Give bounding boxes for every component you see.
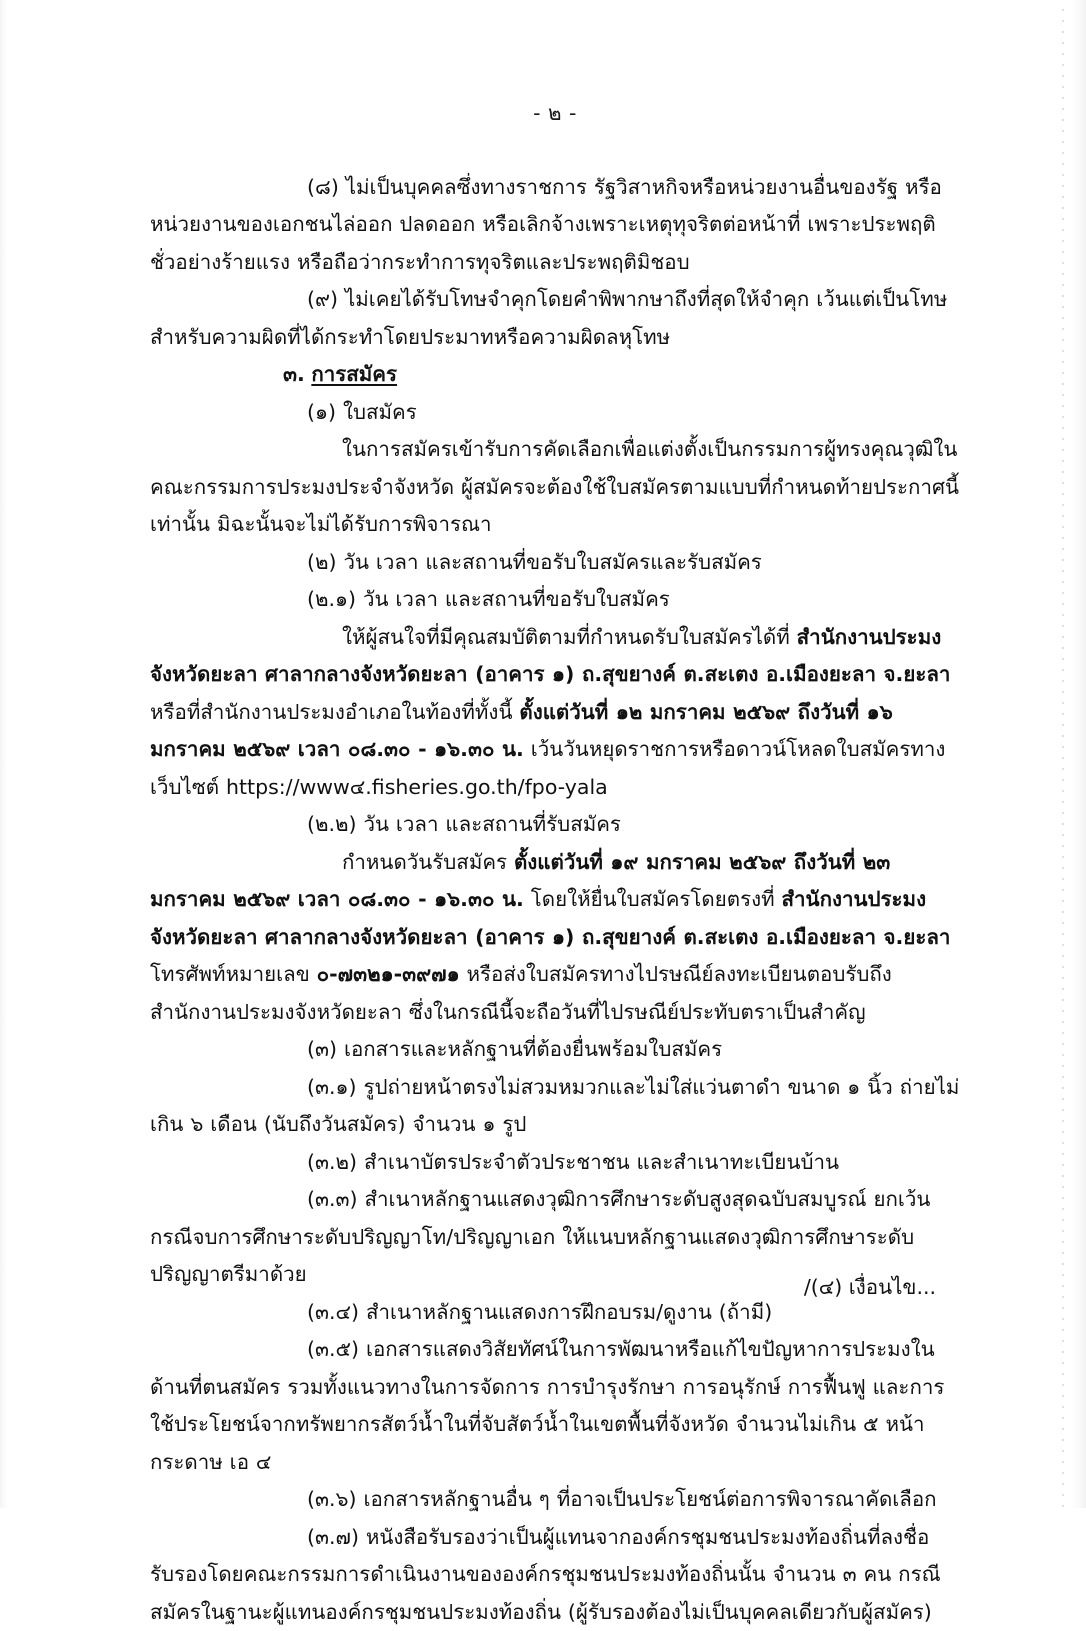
item-3-4-marker: (๓.๔) — [307, 1299, 360, 1324]
section-3-item-2-1-heading — [150, 581, 960, 619]
item-2-2-tail: หรือส่งใบสมัครทางไปรษณีย์ลงทะเบียนตอบรับถึงสำนักงานประมงจังหวัดยะลา ซึ่งในกรณีนี้จะถือวันที่ไปรษณีย์ประทับตราเป็นสำคัญ — [150, 962, 892, 1024]
item-3-5-marker: (๓.๕) — [307, 1337, 360, 1362]
item-3-2-text: สำเนาบัตรประจำตัวประชาชน และสำเนาทะเบียนบ้าน — [363, 1149, 839, 1174]
scan-edge-right — [1072, 0, 1086, 1508]
item-2-1-title: วัน เวลา และสถานที่ขอรับใบสมัคร — [362, 587, 670, 612]
section-3-item-2-2-body — [150, 844, 960, 1032]
clause-8-marker: (๘) — [307, 174, 339, 199]
scan-edge-left — [0, 0, 7, 1508]
section-3-title: การสมัคร — [311, 362, 398, 387]
item-2-2-title: วัน เวลา และสถานที่รับสมัคร — [363, 812, 621, 837]
list-item — [150, 1481, 960, 1519]
section-3-item-2-2-heading — [150, 806, 960, 844]
clause-8 — [150, 169, 960, 282]
item-3-2-marker: (๓.๒) — [307, 1149, 358, 1174]
item-3-3-marker: (๓.๓) — [307, 1187, 358, 1212]
item-2-title: วัน เวลา และสถานที่ขอรับใบสมัครและรับสมัคร — [343, 549, 762, 574]
section-3-item-3-heading — [150, 1031, 960, 1069]
item-2-2-phone-label: โทรศัพท์หมายเลข — [150, 962, 310, 987]
item-2-2-dates: ตั้งแต่วันที่ ๑๙ มกราคม ๒๕๖๙ ถึงวันที่ ๒๓ มกราคม ๒๕๖๙ เวลา ๐๘.๓๐ - ๑๖.๓๐ น. — [150, 849, 891, 912]
item-3-7-text: หนังสือรับรองว่าเป็นผู้แทนจากองค์กรชุมชนประมงท้องถิ่นที่ลงชื่อรับรองโดยคณะกรรมการดำเนินงานขององค์กรชุมชนประมงท้องถิ่นนั้น จำนวน ๓ คน กรณีสมัครในฐานะผู้แทนองค์กรชุมชนประมงท้องถิ่น (ผู้รับรองต้องไม่เป็นบุคคลเดียวกับผู้สมัคร) — [150, 1524, 941, 1624]
item-2-2-marker: (๒.๒) — [307, 812, 357, 837]
item-2-2-lead: กำหนดวันรับสมัคร — [342, 849, 508, 874]
item-2-1-lead: ให้ผู้สนใจที่มีคุณสมบัติตามที่กำหนดรับใบสมัครได้ที่ — [342, 624, 790, 649]
item-3-5-text: เอกสารแสดงวิสัยทัศน์ในการพัฒนาหรือแก้ไขปัญหาการประมงในด้านที่ตนสมัคร รวมทั้งแนวทางในการจัดการ การบำรุงรักษา การอนุรักษ์ การฟื้นฟู และการใช้ประโยชน์จากทรัพยากรสัตว์น้ำในที่จับสัตว์น้ำในเขตพื้นที่จังหวัด จำนวนไม่เกิน ๕ หน้ากระดาษ เอ ๔ — [150, 1337, 945, 1474]
item-2-1-dates: ตั้งแต่วันที่ ๑๒ มกราคม ๒๕๖๙ ถึงวันที่ ๑๖ มกราคม ๒๕๖๙ เวลา ๐๘.๓๐ - ๑๖.๓๐ น. — [150, 699, 893, 762]
document-content — [150, 100, 960, 1631]
section-3-item-2-1-body — [150, 619, 960, 807]
office-phone-number: ๐-๗๓๒๑-๓๙๗๑ — [316, 962, 460, 987]
application-form-url[interactable]: https://www๔.fisheries.go.th/fpo-yala — [226, 774, 608, 799]
item-3-marker: (๓) — [307, 1037, 338, 1062]
clause-9-text: ไม่เคยได้รับโทษจำคุกโดยคำพิพากษาถึงที่สุดให้จำคุก เว้นแต่เป็นโทษสำหรับความผิดที่ได้กระทำโดยประมาทหรือความผิดลหุโทษ — [150, 287, 948, 349]
item-2-1-mid: หรือที่สำนักงานประมงอำเภอในท้องที่ทั้งนี้ — [150, 699, 513, 724]
clause-8-text: ไม่เป็นบุคคลซึ่งทางราชการ รัฐวิสาหกิจหรือหน่วยงานอื่นของรัฐ หรือหน่วยงานของเอกชนไล่ออก ปลดออก หรือเลิกจ้างเพราะเหตุทุจริตต่อหน้าที่ เพราะประพฤติชั่วอย่างร้ายแรง หรือถือว่ากระทำการทุจริตและประพฤติมิชอบ — [150, 174, 942, 274]
section-3-heading — [150, 356, 960, 394]
item-2-1-tail: เว้นวันหยุดราชการหรือดาวน์โหลดใบสมัครทางเว็บไซต์ — [150, 737, 946, 799]
section-3-item-1-paragraph: ในการสมัครเข้ารับการคัดเลือกเพื่อแต่งตั้งเป็นกรรมการผู้ทรงคุณวุฒิในคณะกรรมการประมงประจำจังหวัด ผู้สมัครจะต้องใช้ใบสมัครตามแบบที่กำหนดท้ายประกาศนี้เท่านั้น มิฉะนั้นจะไม่ได้รับการพิจารณา — [150, 437, 959, 537]
page-number: - ๒ - — [533, 101, 577, 125]
item-3-6-marker: (๓.๖) — [307, 1487, 357, 1512]
item-3-4-text: สำเนาหลักฐานแสดงการฝึกอบรม/ดูงาน (ถ้ามี) — [365, 1299, 773, 1324]
item-3-6-text: เอกสารหลักฐานอื่น ๆ ที่อาจเป็นประโยชน์ต่อการพิจารณาคัดเลือก — [363, 1487, 937, 1512]
item-2-2-mid: โดยให้ยื่นใบสมัครโดยตรงที่ — [530, 887, 775, 912]
continuation-note: /(๔) เงื่อนไข... — [803, 1275, 936, 1299]
item-1-title: ใบสมัคร — [342, 399, 417, 424]
item-2-marker: (๒) — [307, 549, 337, 574]
item-2-1-office: สำนักงานประมงจังหวัดยะลา ศาลากลางจังหวัดยะลา (อาคาร ๑) ถ.สุขยางค์ ต.สะเตง อ.เมืองยะลา จ.ยะลา — [150, 624, 951, 687]
item-1-marker: (๑) — [307, 399, 337, 424]
section-3-item-1-heading — [150, 394, 960, 432]
item-2-1-marker: (๒.๑) — [307, 587, 357, 612]
section-3-number: ๓. — [283, 362, 305, 387]
item-2-2-office: สำนักงานประมงจังหวัดยะลา ศาลากลางจังหวัดยะลา (อาคาร ๑) ถ.สุขยางค์ ต.สะเตง อ.เมืองยะลา จ.ยะลา — [150, 887, 951, 949]
item-3-1-text: รูปถ่ายหน้าตรงไม่สวมหมวกและไม่ใส่แว่นตาดำ ขนาด ๑ นิ้ว ถ่ายไม่เกิน ๖ เดือน (นับถึงวันสมัคร) จำนวน ๑ รูป — [150, 1074, 960, 1137]
clause-9-marker: (๙) — [307, 287, 339, 312]
item-3-7-marker: (๓.๗) — [307, 1524, 359, 1549]
item-3-title: เอกสารและหลักฐานที่ต้องยื่นพร้อมใบสมัคร — [343, 1037, 723, 1062]
list-item — [150, 1331, 960, 1481]
item-3-3-text: สำเนาหลักฐานแสดงวุฒิการศึกษาระดับสูงสุดฉบับสมบูรณ์ ยกเว้นกรณีจบการศึกษาระดับปริญญาโท/ปริญญาเอก ให้แนบหลักฐานแสดงวุฒิการศึกษาระดับปริญญาตรีมาด้วย — [150, 1187, 931, 1287]
list-item — [150, 1144, 960, 1182]
item-3-1-marker: (๓.๑) — [307, 1074, 357, 1099]
section-3-item-2-heading — [150, 544, 960, 582]
scan-speckle-artifact — [1062, 0, 1064, 1508]
list-item — [150, 1069, 960, 1144]
clause-9 — [150, 281, 960, 356]
list-item — [150, 1519, 960, 1631]
